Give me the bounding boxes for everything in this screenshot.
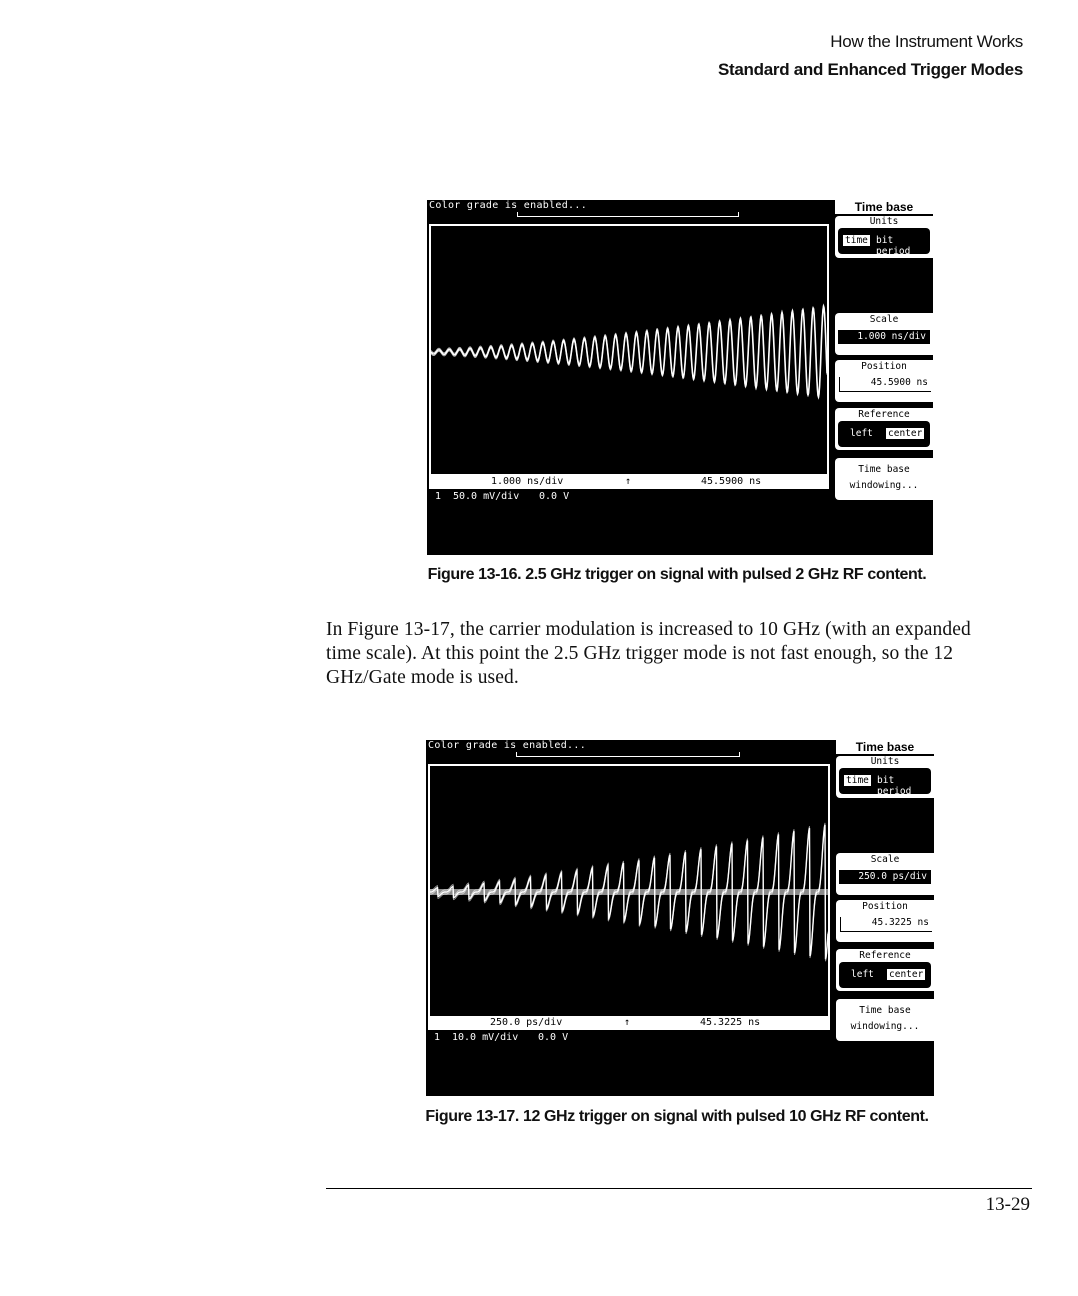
scale-label: Scale (869, 314, 899, 325)
reference-marker-icon: ↑ (624, 1017, 631, 1028)
timebase-status-bar (428, 1016, 830, 1030)
acquisition-bracket (517, 212, 739, 217)
timebase-menu-title: Time base (836, 740, 934, 754)
units-softkey[interactable] (835, 216, 933, 258)
running-header-section: Standard and Enhanced Trigger Modes (718, 60, 1023, 79)
scale-label: Scale (870, 854, 900, 865)
units-softkey[interactable] (836, 756, 934, 798)
waveform-graticule (428, 764, 830, 1018)
channel-readout (434, 1032, 814, 1046)
scale-value[interactable]: 1.000 ns/div (857, 331, 926, 342)
status-message: Color grade is enabled... (429, 200, 588, 211)
units-bit-period-option[interactable]: bit period (876, 235, 911, 257)
windowing-label-line1: Time base (859, 1005, 911, 1016)
position-label: Position (861, 361, 907, 372)
units-time-option[interactable]: time (845, 235, 868, 246)
timebase-windowing-softkey[interactable] (835, 458, 933, 500)
timebase-windowing-softkey[interactable] (836, 999, 934, 1041)
scale-softkey[interactable] (836, 853, 934, 895)
timebase-position-readout: 45.5900 ns (701, 476, 762, 487)
position-softkey[interactable] (836, 900, 934, 942)
windowing-label-line1: Time base (858, 464, 910, 475)
channel-number: 1 (434, 1032, 441, 1043)
position-label: Position (862, 901, 908, 912)
scope-screenshot-2 (426, 740, 934, 1096)
channel-vdiv: 50.0 mV/div (453, 491, 520, 502)
reference-label: Reference (858, 409, 910, 420)
scale-value[interactable]: 250.0 ps/div (858, 871, 927, 882)
position-value[interactable]: 45.5900 ns (839, 377, 931, 392)
channel-offset: 0.0 V (539, 491, 570, 502)
timebase-position-readout: 45.3225 ns (700, 1017, 761, 1028)
reference-center-option[interactable]: center (889, 969, 924, 980)
body-paragraph: In Figure 13-17, the carrier modulation is increased to 10 GHz (with an expanded time scale). At this point the 2.5 GHz trigger mode is not fast enough, so the 12 GHz/Gate mode is used. (326, 619, 971, 688)
channel-vdiv: 10.0 mV/div (452, 1032, 519, 1043)
figure-caption-1: Figure 13-16. 2.5 GHz trigger on signal with pulsed 2 GHz RF content. (427, 566, 927, 583)
timebase-status-bar (429, 475, 829, 489)
units-label: Units (870, 756, 900, 767)
status-message: Color grade is enabled... (428, 740, 587, 751)
waveform-graticule (429, 224, 829, 476)
position-value[interactable]: 45.3225 ns (840, 917, 932, 932)
reference-left-option[interactable]: left (851, 969, 874, 980)
scale-softkey[interactable] (835, 313, 933, 355)
reference-left-option[interactable]: left (850, 428, 873, 439)
scope-screenshot-1 (427, 200, 933, 555)
waveform-trace (430, 766, 828, 1016)
channel-readout (435, 491, 815, 505)
timebase-scale-readout: 1.000 ns/div (491, 476, 564, 487)
page-number: 13-29 (985, 1194, 1030, 1215)
position-softkey[interactable] (835, 360, 933, 402)
waveform-trace-line (431, 305, 827, 395)
channel-offset: 0.0 V (538, 1032, 569, 1043)
running-header-chapter: How the Instrument Works (830, 32, 1023, 51)
units-label: Units (869, 216, 899, 227)
acquisition-bracket (516, 752, 740, 757)
waveform-baseline-band (430, 889, 828, 895)
waveform-trace (431, 226, 827, 474)
channel-number: 1 (435, 491, 442, 502)
reference-softkey[interactable] (835, 408, 933, 450)
timebase-scale-readout: 250.0 ps/div (490, 1017, 563, 1028)
windowing-label-line2: windowing... (849, 480, 919, 491)
figure-caption-2: Figure 13-17. 12 GHz trigger on signal with pulsed 10 GHz RF content. (425, 1108, 929, 1125)
timebase-menu-title: Time base (835, 200, 933, 214)
units-bit-period-option[interactable]: bit period (877, 775, 912, 797)
reference-softkey[interactable] (836, 949, 934, 991)
units-time-option[interactable]: time (846, 775, 869, 786)
windowing-label-line2: windowing... (850, 1021, 920, 1032)
reference-center-option[interactable]: center (888, 428, 923, 439)
footer-rule (326, 1188, 1032, 1189)
reference-marker-icon: ↑ (625, 476, 632, 487)
reference-label: Reference (859, 950, 911, 961)
